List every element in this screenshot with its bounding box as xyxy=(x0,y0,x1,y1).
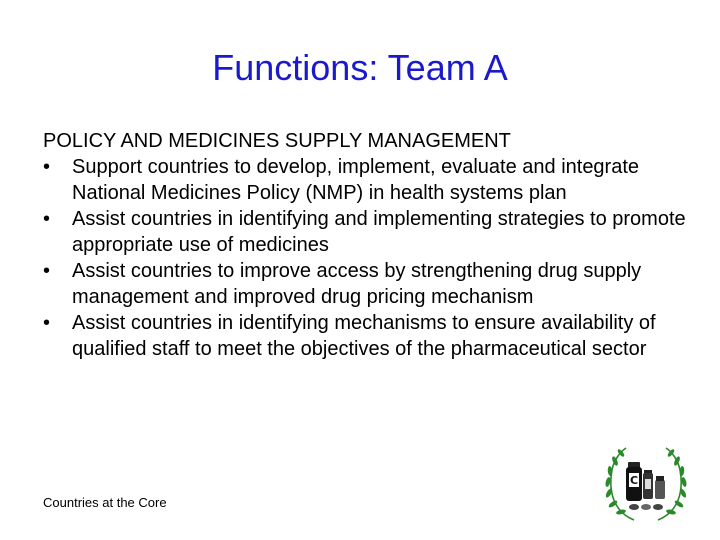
list-item xyxy=(43,310,693,362)
bullet-marker: • xyxy=(43,260,51,282)
bullet-text: Assist countries in identifying mechanisms to ensure availability of qualified staff to meet the objectives of the pharmaceutical sector xyxy=(72,312,656,360)
bullet-marker: • xyxy=(43,156,51,178)
footer-text: Countries at the Core xyxy=(43,495,167,510)
bullet-text: Assist countries in identifying and implementing strategies to promote appropriate use of medicines xyxy=(72,208,686,256)
bullet-text: Assist countries to improve access by strengthening drug supply management and improved drug pricing mechanism xyxy=(72,260,642,308)
list-item xyxy=(43,206,693,258)
bullet-text: Support countries to develop, implement, evaluate and integrate National Medicines Policy (NMP) in health systems plan xyxy=(72,156,640,204)
list-item xyxy=(43,258,693,310)
bullet-list xyxy=(43,154,693,362)
svg-text:C: C xyxy=(629,474,639,487)
slide-title: Functions: Team A xyxy=(212,47,508,88)
slide-content xyxy=(43,128,693,362)
bullet-marker: • xyxy=(43,208,51,230)
bullet-marker: • xyxy=(43,312,51,334)
list-item xyxy=(43,154,693,206)
section-heading: POLICY AND MEDICINES SUPPLY MANAGEMENT xyxy=(43,130,511,152)
medicines-laurel-logo-icon xyxy=(604,446,688,524)
